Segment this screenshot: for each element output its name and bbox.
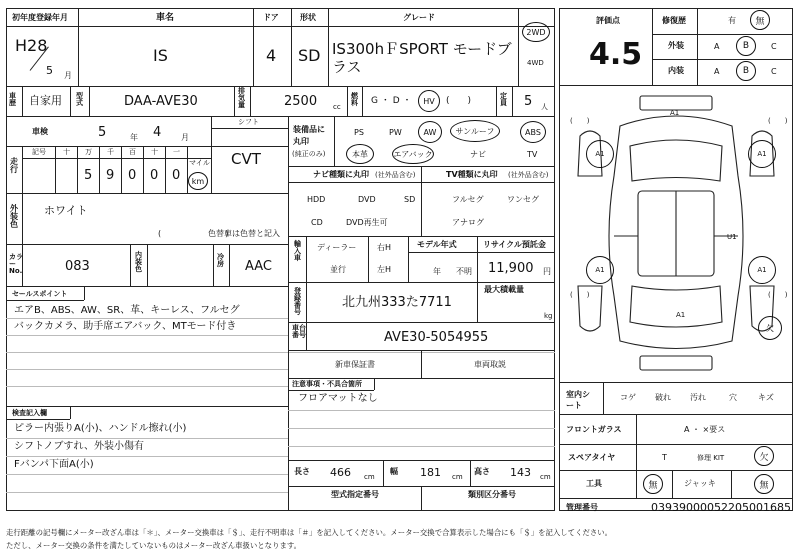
shift: CVT bbox=[231, 150, 261, 168]
interior-b-circle bbox=[736, 61, 756, 81]
reg-no-value: 北九州333た7711 bbox=[342, 295, 452, 310]
warranty-new-car: 新車保証書 bbox=[335, 360, 375, 369]
mark-a1-rear-left bbox=[586, 256, 614, 284]
unit-2: 千 bbox=[107, 148, 114, 156]
unit-5: 一 bbox=[173, 148, 180, 156]
tv-label: TV種類に丸印 bbox=[446, 170, 498, 179]
chassis-value: AVE30-5054955 bbox=[384, 330, 489, 345]
navi-label: ナビ種類に丸印 bbox=[313, 170, 369, 179]
sheet-scratch: キズ bbox=[758, 393, 774, 402]
doors: 4 bbox=[266, 46, 277, 65]
shape-label: 形状 bbox=[300, 13, 316, 22]
unit-3: 百 bbox=[129, 148, 136, 156]
equip-leather: 本革 bbox=[352, 149, 368, 159]
height-value: 143 bbox=[510, 466, 531, 479]
ac-label: 冷房 bbox=[217, 253, 224, 268]
interior-c: C bbox=[771, 67, 777, 76]
notes-value: フロアマットなし bbox=[298, 393, 378, 404]
management-label: 管理番号 bbox=[566, 503, 598, 512]
diagram-paren-1: ( ) bbox=[570, 117, 590, 125]
sales-points-label: セールスポイント bbox=[12, 290, 68, 298]
management-value: 0393900005220500168​5 bbox=[651, 501, 791, 514]
equip-pw: PW bbox=[389, 128, 402, 137]
fuel-hv: HV bbox=[423, 96, 435, 106]
sheet-hole: 穴 bbox=[729, 393, 737, 402]
cc: cc bbox=[333, 103, 341, 111]
diagram-paren-3: ( ) bbox=[570, 291, 590, 299]
exterior-a: A bbox=[714, 42, 720, 51]
tv-sub: (社外品含む) bbox=[508, 171, 549, 179]
interior-a: A bbox=[714, 67, 720, 76]
inspection-year-unit: 年 bbox=[130, 133, 138, 142]
unit-4: 十 bbox=[151, 148, 158, 156]
width-label: 幅 bbox=[390, 467, 398, 476]
equip-sunroof: サンルーフ bbox=[455, 126, 495, 136]
sheet-tear: 破れ bbox=[655, 393, 671, 402]
displacement-label: 排気量 bbox=[238, 87, 245, 109]
capacity-label: 定員 bbox=[500, 92, 507, 107]
inspection-year: 5 bbox=[98, 125, 107, 140]
width-unit: cm bbox=[452, 473, 463, 481]
first-reg-label: 初年度登録年月 bbox=[12, 13, 68, 22]
mileage-symbol-label: 記号 bbox=[32, 148, 46, 156]
equipment-label-2: 丸印 bbox=[293, 137, 309, 146]
fuel-hv-circle bbox=[418, 90, 440, 112]
length-unit: cm bbox=[364, 473, 375, 481]
navi-cd: CD bbox=[311, 218, 323, 227]
first-reg-year: H28 bbox=[15, 36, 48, 55]
inspector-label: 検査記入欄 bbox=[12, 409, 47, 417]
navi-dvd: DVD bbox=[358, 195, 376, 204]
mark-a1-bumper-rear: A1 bbox=[676, 311, 686, 319]
import-right-h: 右H bbox=[377, 243, 392, 252]
model-year-label: モデル年式 bbox=[417, 240, 457, 249]
inspector-line-2: シフトノブすれ、外装小傷有 bbox=[14, 441, 144, 452]
length-value: 466 bbox=[330, 466, 351, 479]
interior-label: 内装 bbox=[668, 66, 684, 75]
equip-airbag: エアバック bbox=[393, 149, 433, 159]
interior-b: B bbox=[742, 66, 750, 76]
digit-1: 5 bbox=[84, 168, 93, 183]
spare-tire-t: T bbox=[662, 453, 667, 462]
max-load-label: 最大積載量 bbox=[484, 285, 524, 294]
equip-leather-circle bbox=[346, 144, 374, 164]
usage: 自家用 bbox=[29, 94, 62, 107]
color-paren: ( ) bbox=[158, 229, 229, 238]
color-no-value: 083 bbox=[65, 259, 90, 274]
equip-aw-circle bbox=[418, 121, 442, 143]
navi-dvd-play: DVD再生可 bbox=[346, 218, 388, 227]
mileage-label: 走行 bbox=[10, 157, 18, 174]
usage-label: 車歴 bbox=[9, 92, 16, 107]
mark-label: A1 bbox=[595, 150, 605, 158]
fuel-options: G ・ D ・ bbox=[371, 96, 412, 106]
spare-tire-kit: 修理 KIT bbox=[697, 454, 725, 462]
km: km bbox=[191, 176, 205, 186]
tv-analog: アナログ bbox=[452, 218, 484, 227]
drive-2wd-circle bbox=[522, 22, 550, 42]
equip-airbag-circle bbox=[392, 144, 434, 164]
score-value: 4.5 bbox=[589, 37, 643, 72]
digit-2: 9 bbox=[106, 168, 115, 183]
footer-line-2: ただし、メーター交換の条件を満たしていないものはメーター改ざん車扱いとなります。 bbox=[6, 541, 302, 550]
equipment-label-3: (純正のみ) bbox=[292, 150, 326, 158]
diagram-paren-2: ( ) bbox=[768, 117, 788, 125]
spare-tire-none: 欠 bbox=[759, 452, 769, 463]
color-no-label: カラーNo. bbox=[9, 253, 23, 275]
fuel-paren: ( ) bbox=[446, 96, 472, 106]
exterior-c: C bbox=[771, 42, 777, 51]
inspection-label: 車検 bbox=[32, 127, 48, 136]
mark-label: A1 bbox=[757, 266, 767, 274]
equip-abs-circle bbox=[520, 121, 546, 143]
type-designation-label: 型式指定番号 bbox=[331, 490, 379, 499]
warranty-manual: 車両取説 bbox=[474, 360, 506, 369]
model-year-unit: 年 bbox=[433, 267, 441, 276]
repair-no: 無 bbox=[755, 16, 765, 27]
import-label: 輸入車 bbox=[294, 240, 301, 262]
drive-4wd: 4WD bbox=[527, 59, 544, 67]
footer-line-1: 走行距離の記号欄にメーター改ざん車は「＊」、メーター交換車は「＄」、走行不明車は「＃」を記入してください。メーター交換で合算表示した場合にも「＄」を記入してください。 bbox=[6, 528, 613, 537]
score-label: 評価点 bbox=[596, 16, 620, 25]
windshield-label: フロントガラス bbox=[566, 425, 622, 434]
equip-tv: TV bbox=[527, 150, 538, 159]
tv-fullseg: フルセグ bbox=[452, 195, 484, 204]
inspector-line-3: Fバンパ下面A(小) bbox=[14, 459, 94, 470]
repair-label: 修復歴 bbox=[662, 16, 686, 25]
equip-aw: AW bbox=[423, 127, 437, 137]
jack-value: 無 bbox=[759, 480, 769, 491]
inspection-month-unit: 月 bbox=[181, 133, 189, 142]
car-name: IS bbox=[153, 46, 168, 65]
capacity: 5 bbox=[524, 94, 533, 109]
grade: IS300hＦSPORT モードブラス bbox=[332, 40, 512, 76]
mark-label: 欠 bbox=[766, 323, 774, 333]
car-damage-diagram bbox=[560, 86, 792, 382]
mark-label: A1 bbox=[595, 266, 605, 274]
diagram-paren-4: ( ) bbox=[768, 291, 788, 299]
color-note: 色替車は色替と記入 bbox=[208, 229, 280, 238]
mark-a1-bumper-front: A1 bbox=[670, 109, 680, 117]
jack-label: ジャッキ bbox=[684, 479, 716, 488]
color-label: 外装色 bbox=[10, 204, 18, 229]
mark-a1-rear-right bbox=[748, 256, 776, 284]
tools-label: 工具 bbox=[586, 479, 602, 488]
navi-hdd: HDD bbox=[307, 195, 326, 204]
tools-value: 無 bbox=[648, 480, 658, 491]
sheet-burn: コゲ bbox=[620, 393, 636, 402]
equip-sunroof-circle bbox=[450, 120, 500, 142]
category-label: 類別区分番号 bbox=[468, 490, 516, 499]
km-circle bbox=[188, 172, 208, 190]
shift-label: シフト bbox=[238, 118, 259, 126]
shape: SD bbox=[298, 46, 321, 65]
recycle-unit: 円 bbox=[543, 267, 551, 276]
inspection-month: 4 bbox=[153, 125, 162, 140]
import-left-h: 左H bbox=[377, 265, 392, 274]
exterior-b-circle bbox=[736, 36, 756, 56]
spare-tire-label: スペアタイヤ bbox=[568, 453, 616, 462]
equip-abs: ABS bbox=[525, 127, 541, 137]
displacement: 2500 bbox=[284, 94, 318, 109]
capacity-unit: 人 bbox=[541, 103, 548, 111]
digit-4: 0 bbox=[150, 168, 159, 183]
fuel-label: 燃料 bbox=[351, 92, 358, 107]
unit-0: 十 bbox=[63, 148, 70, 156]
height-unit: cm bbox=[540, 473, 551, 481]
sales-point-line-2: バックカメラ、助手席エアバック、MTモード付き bbox=[14, 321, 237, 332]
length-label: 長さ bbox=[294, 467, 310, 476]
mile-label: マイル bbox=[189, 159, 210, 167]
sheet-dirt: 汚れ bbox=[690, 393, 706, 402]
navi-sd: SD bbox=[404, 195, 416, 204]
interior-sheet-label: 室内シート bbox=[566, 390, 590, 410]
max-load-unit: kg bbox=[544, 312, 553, 320]
tools-none-circle bbox=[643, 474, 663, 494]
model-label: 型式 bbox=[76, 92, 83, 107]
notes-label: 注意事項・不具合箇所 bbox=[292, 380, 362, 388]
car-name-label: 車名 bbox=[156, 13, 175, 23]
equip-navi: ナビ bbox=[470, 150, 486, 159]
interior-color-label: 内装色 bbox=[135, 251, 142, 273]
digit-3: 0 bbox=[128, 168, 137, 183]
chassis-label: 車台番号 bbox=[292, 324, 306, 339]
color-value: ホワイト bbox=[44, 204, 88, 217]
navi-sub: (社外品含む) bbox=[375, 171, 416, 179]
model-year-value: 不明 bbox=[456, 267, 472, 276]
reg-no-label: 登録番号 bbox=[294, 287, 301, 316]
repair-no-circle bbox=[750, 10, 770, 30]
import-dealer: ディーラー bbox=[317, 243, 357, 252]
recycle-label: リサイクル預託金 bbox=[483, 240, 546, 249]
unit-1: 万 bbox=[85, 148, 92, 156]
height-label: 高さ bbox=[474, 467, 490, 476]
grade-label: グレード bbox=[403, 13, 435, 22]
mark-label: A1 bbox=[757, 150, 767, 158]
repair-yes: 有 bbox=[728, 16, 736, 25]
digit-5: 0 bbox=[172, 168, 181, 183]
ac-value: AAC bbox=[245, 259, 272, 274]
exterior-label: 外装 bbox=[668, 41, 684, 50]
inspector-line-1: ピラー内張りA(小)、ハンドル擦れ(小) bbox=[14, 423, 187, 434]
drive-2wd: 2WD bbox=[526, 27, 546, 37]
recycle-value: 11,900 bbox=[488, 261, 534, 276]
mark-u1: U1 bbox=[727, 233, 737, 241]
equipment-label-1: 装備品に bbox=[293, 125, 325, 134]
mark-a1-front-left bbox=[586, 140, 614, 168]
first-reg-month: 5 bbox=[46, 64, 53, 77]
door-label: ドア bbox=[263, 13, 279, 22]
spare-tire-none-circle bbox=[754, 446, 774, 466]
jack-none-circle bbox=[754, 474, 774, 494]
tv-oneseg: ワンセグ bbox=[507, 195, 539, 204]
equip-ps: PS bbox=[354, 128, 364, 137]
mark-a1-front-right bbox=[748, 140, 776, 168]
model: DAA-AVE30 bbox=[124, 94, 198, 109]
windshield-value: A ・ ×要ス bbox=[684, 425, 726, 434]
sales-point-line-1: エアB、ABS、AW、SR、革、キーレス、フルセグ bbox=[14, 305, 240, 316]
width-value: 181 bbox=[420, 466, 441, 479]
first-reg-month-unit: 月 bbox=[64, 71, 72, 80]
import-parallel: 並行 bbox=[330, 265, 346, 274]
exterior-b: B bbox=[742, 41, 750, 51]
mark-missing bbox=[758, 316, 782, 340]
